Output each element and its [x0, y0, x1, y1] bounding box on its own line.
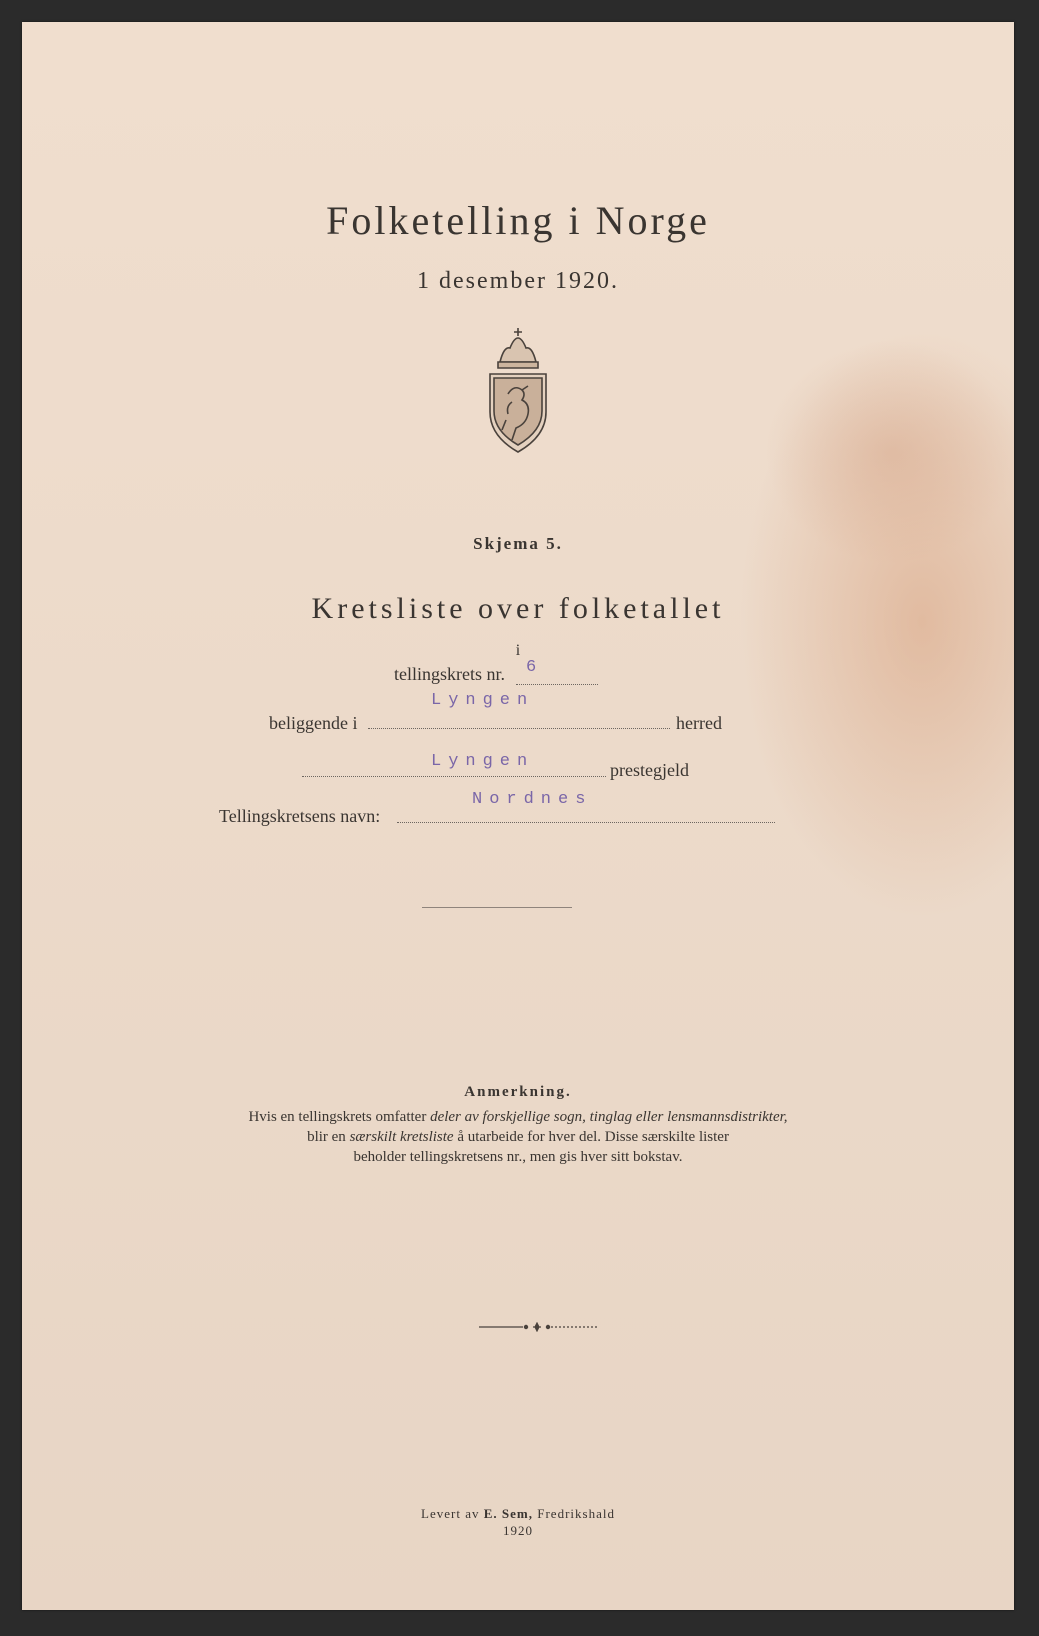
- note-line-2-emphasis: særskilt kretsliste: [349, 1129, 454, 1145]
- note-line-1: [22, 1107, 1014, 1127]
- beliggende-label: beliggende i: [269, 713, 358, 733]
- note-line-2: [22, 1127, 1014, 1147]
- tellingskrets-line: [516, 684, 598, 685]
- note-line-3: beholder tellingskretsens nr., men gis hver sitt bokstav.: [353, 1149, 683, 1165]
- prestegjeld-line: [302, 776, 606, 777]
- kretsnavn-label: Tellingskretsens navn:: [219, 806, 381, 826]
- printer-place: Fredrikshald: [532, 1506, 615, 1521]
- note-line-2-text-end: å utarbeide for hver del. Disse særskilte lister: [453, 1129, 729, 1145]
- herred-field[interactable]: Lyngen: [431, 691, 535, 710]
- printer-prefix: Levert av: [421, 1506, 484, 1521]
- preposition-text: i: [515, 642, 521, 659]
- printer-line: [22, 1505, 1014, 1522]
- note-text: [22, 1107, 1014, 1167]
- note-line-1-text: Hvis en tellingskrets omfatter: [248, 1109, 431, 1125]
- norwegian-coat-of-arms-icon: [476, 322, 560, 462]
- printer-credit: [22, 1505, 1014, 1539]
- printer-year: 1920: [503, 1523, 533, 1538]
- note-line-2-text: blir en: [307, 1129, 350, 1145]
- note-line-1-emphasis: deler av forskjellige sogn, tinglag eller lensmannsdistrikter,: [430, 1109, 788, 1125]
- herred-label: herred: [676, 713, 722, 733]
- schema-number: Skjema 5.: [473, 534, 563, 553]
- kretsnavn-line: [397, 822, 775, 823]
- prestegjeld-label: prestegjeld: [610, 760, 689, 780]
- form-heading: Kretsliste over folketallet: [311, 592, 725, 625]
- printer-name: E. Sem,: [483, 1506, 533, 1521]
- beliggende-line: [368, 728, 670, 729]
- prestegjeld-field[interactable]: Lyngen: [431, 752, 535, 771]
- tellingskrets-label: tellingskrets nr.: [394, 664, 505, 684]
- tellingskrets-number-field[interactable]: 6: [526, 658, 544, 677]
- divider-rule: [422, 907, 572, 908]
- note-title: Anmerkning.: [464, 1084, 572, 1100]
- kretsnavn-field[interactable]: Nordnes: [472, 790, 593, 809]
- census-date: 1 desember 1920.: [417, 268, 619, 294]
- census-form-page: [22, 22, 1014, 1610]
- ornament-divider-icon: [479, 1322, 599, 1332]
- page-title: Folketelling i Norge: [326, 198, 710, 243]
